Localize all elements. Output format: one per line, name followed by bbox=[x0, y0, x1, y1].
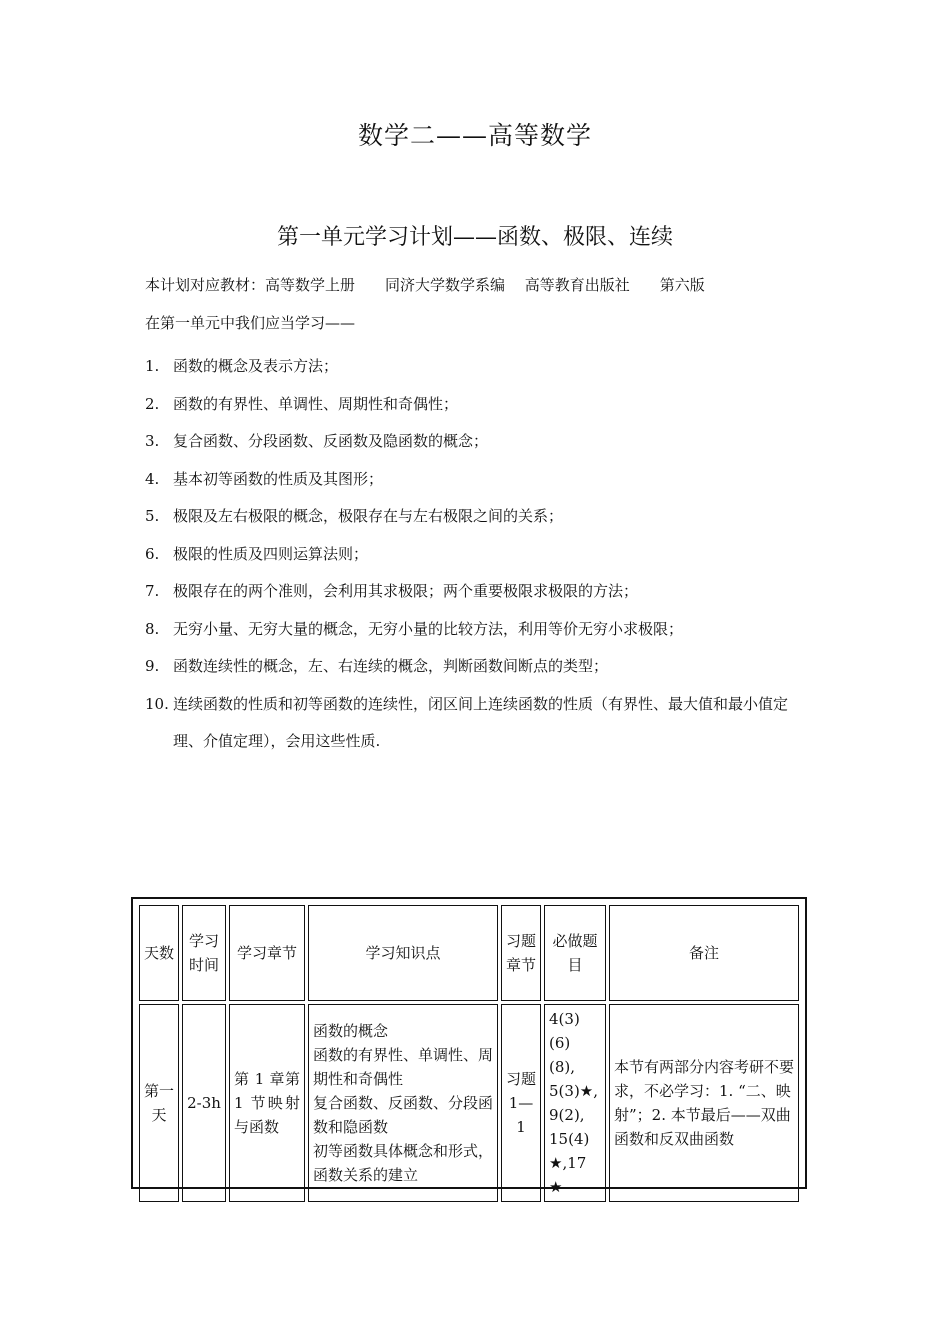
textbook-info: 本计划对应教材：高等数学上册 同济大学数学系编 高等教育出版社 第六版 bbox=[145, 276, 705, 294]
list-item: 6. 极限的性质及四则运算法则； bbox=[145, 544, 369, 563]
document-title: 数学二——高等数学 bbox=[357, 121, 592, 150]
list-item: 3. 复合函数、分段函数、反函数及隐函数的概念； bbox=[145, 432, 489, 450]
cell-day: 第一天 bbox=[139, 1004, 179, 1202]
point-line: 函数的概念 bbox=[313, 1022, 389, 1040]
cell-required: 4(3) (6) (8), 5(3)★, 9(2), 15(4) ★,17 ★ bbox=[544, 1004, 606, 1202]
list-item: 8. 无穷小量、无穷大量的概念，无穷小量的比较方法，利用等价无穷小求极限； bbox=[145, 619, 684, 638]
point-line: 函数的有界性、单调性、周期性和奇偶性 bbox=[313, 1046, 494, 1088]
list-item: 1. 函数的概念及表示方法； bbox=[145, 357, 339, 375]
header-points: 学习知识点 bbox=[308, 905, 498, 1001]
cell-time: 2-3h bbox=[182, 1004, 226, 1202]
header-required: 必做题目 bbox=[544, 905, 606, 1001]
table-row bbox=[139, 1004, 799, 1202]
point-line: 复合函数、反函数、分段函数和隐函数 bbox=[313, 1094, 494, 1136]
header-time: 学习时间 bbox=[182, 905, 226, 1001]
list-item: 7. 极限存在的两个准则，会利用其求极限；两个重要极限求极限的方法； bbox=[145, 582, 639, 600]
list-item: 9. 函数连续性的概念，左、右连续的概念，判断函数间断点的类型； bbox=[145, 657, 609, 675]
table-header-row bbox=[139, 905, 799, 1001]
header-exercise: 习题章节 bbox=[501, 905, 541, 1001]
study-plan-table bbox=[131, 897, 807, 1196]
header-chapter: 学习章节 bbox=[229, 905, 305, 1001]
cell-chapter: 第 1 章第 1 节映射与函数 bbox=[229, 1004, 305, 1202]
point-line: 初等函数具体概念和形式，函数关系的建立 bbox=[313, 1142, 494, 1184]
learning-goals-list bbox=[145, 348, 815, 761]
unit-subtitle: 第一单元学习计划——函数、极限、连续 bbox=[276, 225, 673, 250]
header-day: 天数 bbox=[139, 905, 179, 1001]
cell-note: 本节有两部分内容考研不要求，不必学习：1. “二、映射”；2. 本节最后——双曲函数和反双曲函数 bbox=[609, 1004, 799, 1202]
list-item: 4. 基本初等函数的性质及其图形； bbox=[145, 469, 384, 488]
cell-points bbox=[308, 1004, 498, 1202]
cell-exercise: 习题1—1 bbox=[501, 1004, 541, 1202]
list-item: 10. 连续函数的性质和初等函数的连续性，闭区间上连续函数的性质（有界性、最大值和最小值定理、介值定理），会用这些性质. bbox=[145, 694, 789, 750]
header-note: 备注 bbox=[609, 905, 799, 1001]
list-item: 5. 极限及左右极限的概念，极限存在与左右极限之间的关系； bbox=[145, 507, 564, 525]
lead-text: 在第一单元中我们应当学习—— bbox=[145, 314, 356, 332]
list-item: 2. 函数的有界性、单调性、周期性和奇偶性； bbox=[145, 394, 459, 413]
